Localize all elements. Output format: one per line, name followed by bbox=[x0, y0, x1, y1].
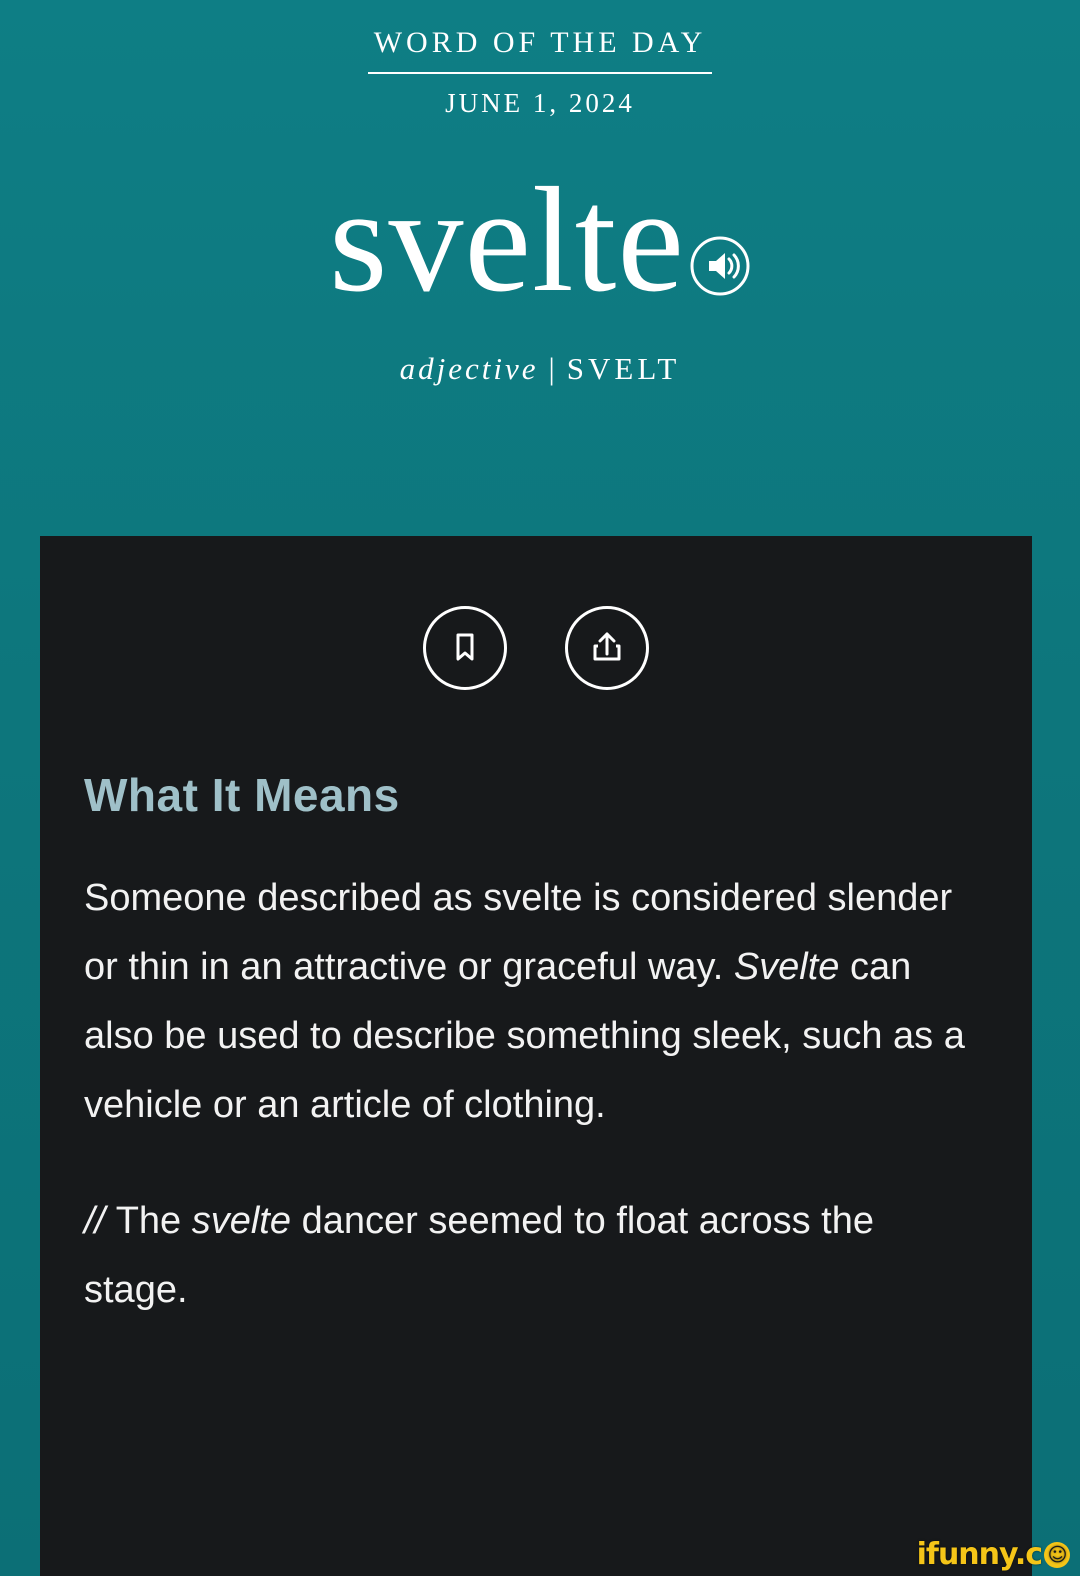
action-row bbox=[40, 536, 1032, 690]
example-part-italic: svelte bbox=[191, 1199, 292, 1242]
example-text bbox=[84, 1187, 988, 1325]
smiley-icon: ☺ bbox=[1044, 1542, 1070, 1568]
example-part-after: dancer seemed to float across the stage. bbox=[84, 1199, 875, 1311]
bookmark-button[interactable] bbox=[423, 606, 507, 690]
bookmark-icon bbox=[445, 626, 485, 671]
definition-part-before: Someone described as svelte is considered slender or thin in an attractive or graceful way. bbox=[84, 877, 953, 989]
separator: | bbox=[548, 351, 557, 386]
speaker-icon[interactable] bbox=[689, 235, 751, 297]
section-title: What It Means bbox=[84, 769, 400, 821]
header bbox=[0, 0, 1080, 119]
example-part-before: The bbox=[115, 1199, 192, 1242]
headword-row bbox=[0, 157, 1080, 323]
part-of-speech: adjective bbox=[399, 351, 539, 386]
definition-part-after: can also be used to describe something sleek, such as a vehicle or an article of clothing. bbox=[84, 946, 965, 1127]
example-slash: // bbox=[84, 1199, 116, 1242]
page-date: JUNE 1, 2024 bbox=[445, 88, 635, 118]
definition-text bbox=[84, 864, 988, 1141]
part-of-speech-row bbox=[0, 351, 1080, 387]
ifunny-watermark bbox=[917, 1537, 1070, 1572]
share-button[interactable] bbox=[565, 606, 649, 690]
definition-card bbox=[40, 536, 1032, 1576]
pronunciation: SVELT bbox=[566, 351, 681, 386]
page-title: WORD OF THE DAY bbox=[368, 26, 713, 74]
share-icon bbox=[587, 626, 627, 671]
headword: svelte bbox=[329, 157, 685, 323]
definition-part-italic: Svelte bbox=[733, 946, 840, 989]
watermark-text: ifunny.c bbox=[916, 1537, 1042, 1572]
